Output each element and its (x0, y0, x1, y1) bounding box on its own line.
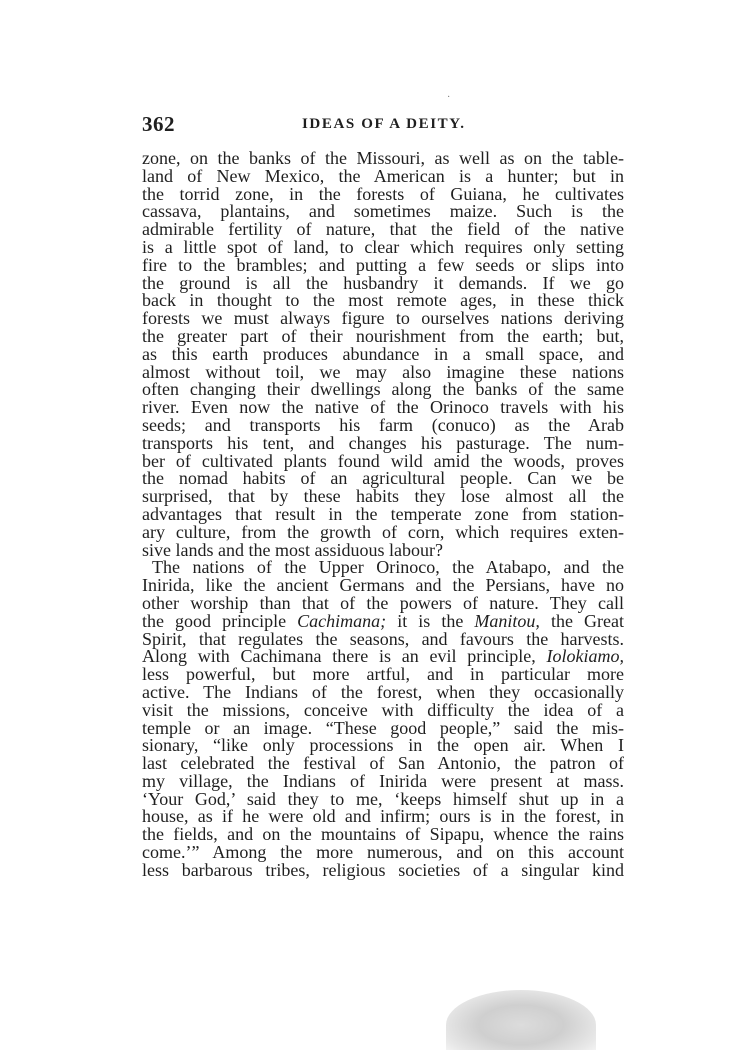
text-line: Spirit, that regulates the seasons, and favours the harvests. (142, 628, 624, 649)
text-line: house, as if he were old and infirm; ours is in the forest, in (142, 806, 624, 827)
text-line: back in thought to the most remote ages, in these thick (142, 290, 624, 311)
text-line: admirable fertility of nature, that the field of the native (142, 219, 624, 240)
text-line: visit the missions, conceive with difficulty the idea of a (142, 699, 624, 720)
text-line: as this earth produces abundance in a small space, and (142, 343, 624, 364)
text-line: the torrid zone, in the forests of Guiana, he cultivates (142, 183, 624, 204)
text-line: the greater part of their nourishment from the earth; but, (142, 325, 624, 346)
paragraph-end-line: sive lands and the most assiduous labour? (142, 539, 443, 560)
text-line: cassava, plantains, and sometimes maize. Such is the (142, 201, 624, 222)
text-line: ary culture, from the growth of corn, which requires exten- (142, 521, 624, 542)
body-text (142, 150, 624, 880)
text-line: the ground is all the husbandry it demands. If we go (142, 272, 624, 293)
paragraph-start-line: The nations of the Upper Orinoco, the Atabapo, and the (152, 557, 624, 578)
italic-term: Manitou, (474, 610, 540, 631)
text-line: sionary, “like only processions in the open air. When I (142, 735, 624, 756)
text-line: last celebrated the festival of San Antonio, the patron of (142, 753, 624, 774)
italic-term: Iolokiamo, (546, 646, 624, 667)
text-line: almost without toil, we may also imagine these nations (142, 361, 624, 382)
text-line: come.’” Among the more numerous, and on this account (142, 842, 624, 863)
text-line: land of New Mexico, the American is a hunter; but in (142, 165, 624, 186)
text-line: forests we must always figure to ourselves nations deriving (142, 308, 624, 329)
text-line: my village, the Indians of Inirida were present at mass. (142, 770, 624, 791)
page-smudge (446, 990, 596, 1050)
stray-mark: · (447, 92, 451, 103)
text-line: is a little spot of land, to clear which requires only setting (142, 236, 624, 257)
text-line: transports his tent, and changes his pasturage. The num- (142, 432, 624, 453)
text-line: ‘Your God,’ said they to me, ‘keeps himself shut up in a (142, 788, 624, 809)
text-line: ber of cultivated plants found wild amid the woods, proves (142, 450, 624, 471)
text-line-with-italics: Along with Cachimana there is an evil principle, Iolokiamo, (142, 646, 624, 667)
text-line-with-italics: the good principle Cachimana; it is the Manitou, the Great (142, 610, 624, 631)
text-line: temple or an image. “These good people,” said the mis- (142, 717, 624, 738)
italic-term: Cachimana; (297, 610, 387, 631)
page-header (142, 112, 618, 136)
text-line: the fields, and on the mountains of Sipapu, whence the rains (142, 824, 624, 845)
text-line: river. Even now the native of the Orinoco travels with his (142, 397, 624, 418)
page-number: 362 (142, 112, 175, 136)
text-line: other worship than that of the powers of nature. They call (142, 592, 624, 613)
text-line: seeds; and transports his farm (conuco) as the Arab (142, 414, 624, 435)
text-line: less powerful, but more artful, and in particular more (142, 664, 624, 685)
text-line: fire to the brambles; and putting a few seeds or slips into (142, 254, 624, 275)
text-line: zone, on the banks of the Missouri, as well as on the table- (142, 148, 624, 168)
text-line: Inirida, like the ancient Germans and the Persians, have no (142, 575, 624, 596)
running-head: IDEAS OF A DEITY. (302, 116, 466, 132)
text-line: less barbarous tribes, religious societies of a singular kind (142, 859, 624, 880)
text-line: surprised, that by these habits they lose almost all the (142, 486, 624, 507)
text-line: advantages that result in the temperate zone from station- (142, 503, 624, 524)
text-line: often changing their dwellings along the banks of the same (142, 379, 624, 400)
text-line: active. The Indians of the forest, when they occasionally (142, 681, 624, 702)
text-line: the nomad habits of an agricultural people. Can we be (142, 468, 624, 489)
